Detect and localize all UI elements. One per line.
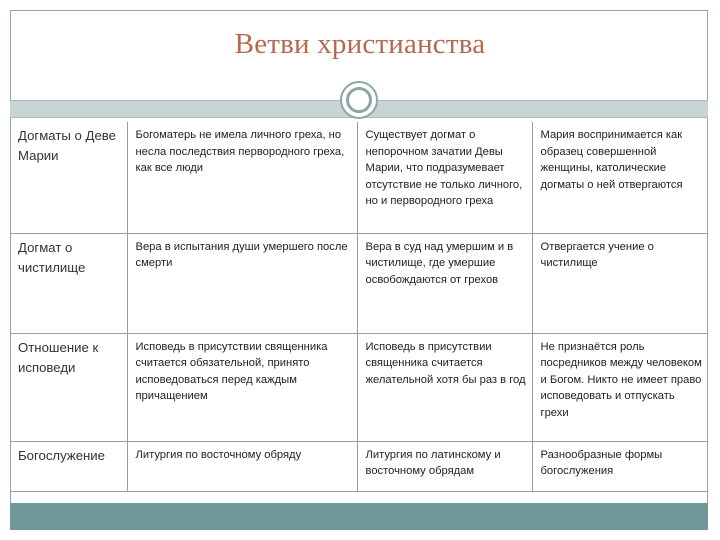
table-row: [10, 441, 708, 491]
cell-catholicism: Вера в суд над умершим и в чистилище, где умершие освобождаются от грехов: [357, 233, 532, 333]
table-row: [10, 233, 708, 333]
table-row: [10, 122, 708, 233]
cell-catholicism: Существует догмат о непорочном зачатии Девы Марии, что подразумевает отсутствие не только личного, но и первородного греха: [357, 122, 532, 233]
cell-protestantism: Мария воспринимается как образец совершенной женщины, католические догматы о ней отвергаются: [532, 122, 708, 233]
row-category: Богослужение: [10, 441, 127, 491]
cell-protestantism: Не признаётся роль посредников между человеком и Богом. Никто не имеет право исповедовать и отпускать грехи: [532, 333, 708, 441]
cell-catholicism: Литургия по латинскому и восточному обрядам: [357, 441, 532, 491]
cell-orthodoxy: Вера в испытания души умершего после смерти: [127, 233, 357, 333]
cell-protestantism: Отвергается учение о чистилище: [532, 233, 708, 333]
footer-bar: [10, 503, 708, 530]
cell-protestantism: Разнообразные формы богослужения: [532, 441, 708, 491]
circle-ornament-icon: [340, 81, 378, 119]
cell-catholicism: Исповедь в присутствии священника считается желательной хотя бы раз в год: [357, 333, 532, 441]
row-category: Догматы о Деве Марии: [10, 122, 127, 233]
table-row: [10, 333, 708, 441]
cell-orthodoxy: Литургия по восточному обряду: [127, 441, 357, 491]
cell-orthodoxy: Богоматерь не имела личного греха, но несла последствия первородного греха, как все люди: [127, 122, 357, 233]
cell-orthodoxy: Исповедь в присутствии священника считается обязательной, принято исповедоваться перед каждым причащением: [127, 333, 357, 441]
comparison-table: [10, 122, 708, 492]
row-category: Догмат о чистилище: [10, 233, 127, 333]
row-category: Отношение к исповеди: [10, 333, 127, 441]
slide-title: Ветви христианства: [234, 28, 486, 60]
